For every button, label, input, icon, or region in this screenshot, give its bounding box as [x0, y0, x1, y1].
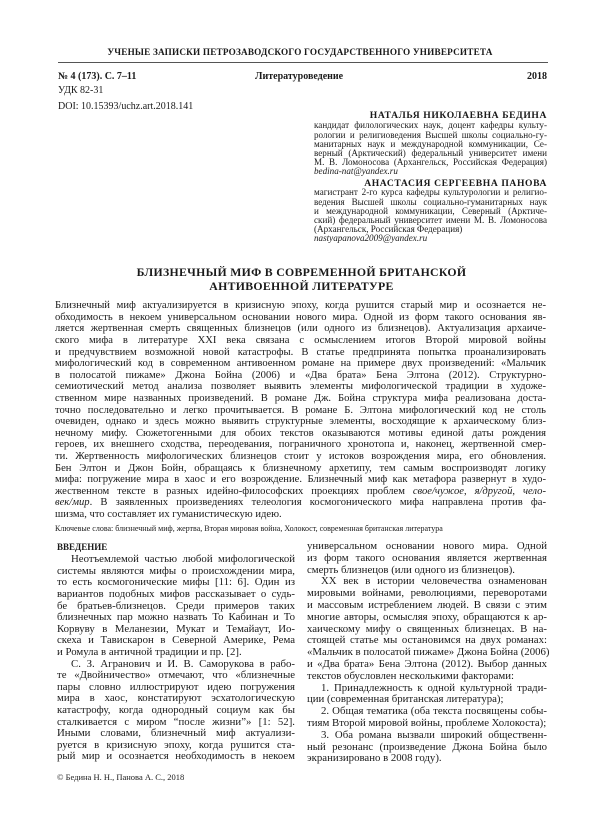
- text-line: 2. Общая тематика (оба текста посвящены собы-: [321, 705, 547, 718]
- text-line: точно последовательно и легко прочитывается. В романе Б. Элтона мифологический код не столь: [55, 404, 546, 416]
- text-line: рологии и религиоведения Высшей школы социально-гу-: [314, 129, 547, 140]
- italic-term: я/другой: [474, 485, 513, 497]
- copyright-notice: © Бедина Н. Н., Панова А. С., 2018: [57, 772, 185, 782]
- author-affiliation: [314, 121, 547, 176]
- keywords: Ключевые слова: близнечный миф, жертва, Вторая мировая война, Холокост, современная британская литература: [55, 524, 443, 533]
- body-column-left: [57, 554, 295, 763]
- text-line: XX век в истории человечества ознаменован: [321, 575, 547, 588]
- text-segment: ,: [512, 485, 523, 497]
- text-line: Неотъемлемой частью любой мифологической: [71, 553, 295, 566]
- text-line: рый мир и осознается необходимость в некоем: [57, 750, 295, 763]
- italic-term: чело-: [522, 485, 547, 497]
- text-line: очевиден, однако и здесь можно выявить структурные элементы, восходящие к архаическому близ-: [55, 416, 546, 428]
- text-line: мифа: погружение мира в хаос и его возрождение. Близнечный миф как метафора развернут в худо-: [55, 474, 546, 486]
- body-column-right: [307, 540, 550, 765]
- text-line: руется в кризисную эпоху, когда рушится ста-: [57, 738, 295, 751]
- author-name: АНАСТАСИЯ СЕРГЕЕВНА ПАНОВА: [364, 178, 547, 189]
- text-line: С. З. Агранович и И. В. Саморукова в рабо-: [71, 657, 295, 670]
- text-line: хаическому мифу о священных близнецах. В на-: [307, 622, 547, 635]
- issue-number: № 4 (173). С. 7–11: [58, 71, 137, 82]
- author-email: nastyapanova2009@yandex.ru: [314, 233, 428, 244]
- text-line: (Архангельск, Российская Федерация): [314, 224, 463, 235]
- text-line: системы являются мифы о происхождении мира,: [57, 564, 295, 577]
- text-line: катастрофу, когда однородный социум как бы: [57, 703, 295, 716]
- italic-term: век/мир: [55, 497, 90, 509]
- text-line: Близнечный миф актуализируется в кризисную эпоху, когда рушится старый мир и осознается не-: [55, 300, 546, 312]
- text-line: и Ромула в античной традиции и пр. [2].: [57, 645, 242, 658]
- text-line: ный резонанс (произведение Джона Бойна было: [307, 740, 547, 753]
- text-line: кандидат филологических наук, доцент кафедры культу-: [314, 120, 547, 131]
- text-line: мира в хаос, констатируют эсхатологическую: [57, 692, 295, 705]
- text-line: и «Два брата» Бена Элтона (2012). Выбор данных: [307, 658, 547, 671]
- text-line: героев, их внешнего сходства, переодевания, пограничного хронотопа и, наконец, жертвенной смер-: [55, 439, 546, 451]
- text-line: ский) федеральный университет имени М. В. Ломоносова: [314, 215, 547, 225]
- text-line: магистрант 2-го курса кафедры культурологии и религио-: [314, 187, 547, 198]
- text-line: Иными словами, близнечный миф актуализи-: [57, 727, 295, 740]
- text-line: манитарных наук и международной коммуникации, Се-: [314, 138, 547, 149]
- journal-title: УЧЕНЫЕ ЗАПИСКИ ПЕТРОЗАВОДСКОГО ГОСУДАРСТВЕННОГО УНИВЕРСИТЕТА: [107, 47, 493, 57]
- text-line: ведения Высшей школы социально-гуманитарных наук: [314, 196, 547, 207]
- text-line: те «Двойничество» отмечают, что «близнечные: [57, 669, 295, 682]
- text-line: семиотический метод анализа позволяет выявить элементы мифологической традиции в художе-: [55, 381, 546, 393]
- text-line: М. В. Ломоносова (Архангельск, Российская Федерация): [314, 157, 547, 168]
- text-line: [55, 497, 546, 509]
- text-line: шизма, что составляет их гуманистическую идею.: [55, 508, 282, 520]
- text-line: сталкивается с миром “после жизни”» [1: 52].: [57, 715, 295, 728]
- author-email: bedina-nat@yandex.ru: [314, 166, 398, 177]
- text-line: мировыми войнами, революциями, переворотами: [307, 587, 547, 600]
- header-divider: [58, 62, 548, 63]
- text-line: 3. Оба романа вызвали широкий общественн-: [321, 728, 547, 741]
- article-title-line: БЛИЗНЕЧНЫЙ МИФ В СОВРЕМЕННОЙ БРИТАНСКОЙ: [136, 265, 467, 279]
- text-line: то есть космогонические мифы [11: 6]. Один из: [57, 576, 295, 589]
- author-name: НАТАЛЬЯ НИКОЛАЕВНА БЕДИНА: [369, 110, 547, 121]
- text-line: и предчувствием возможной новой катастрофы. В статье предпринята попытка проанализировать: [55, 346, 546, 358]
- text-line: универсальном основании нового мира. Одной: [307, 540, 547, 553]
- section-name: Литературоведение: [255, 71, 344, 82]
- text-line: мифологический код в современном антивоенном романе на примере двух произведений: «Мальчик: [55, 358, 546, 370]
- text-line: ции (современная британская литература);: [307, 693, 504, 706]
- text-line: текстов обусловлен несколькими факторами:: [307, 669, 515, 682]
- section-heading-introduction: ВВЕДЕНИЕ: [57, 542, 108, 552]
- text-line: верный (Арктический) федеральный университет имени: [314, 148, 547, 158]
- text-line: близнечных пар можно назвать То Кабинан и То: [57, 611, 295, 624]
- text-line: обходимость в некоем универсальном основании нового мира. Одной из форм такого основания яв-: [55, 311, 546, 323]
- text-segment: . В заявленных произведениях телеология космогонического мифа направлена против фа-: [89, 497, 546, 509]
- text-line: 1. Принадлежность к одной культурной тради-: [321, 681, 547, 694]
- text-line: ти. Жертвенность мифологических близнецов стоит у истоков возрождения мира, его обновления.: [55, 450, 546, 462]
- text-line: ственном мире названных произведений. В романе Дж. Бойна структура мифа реализована доста-: [55, 392, 546, 404]
- text-line: [55, 486, 546, 498]
- text-line: в полосатой пижаме» Джона Бойна (2006) и «Два брата» Бена Элтона (2012). Структурно-: [55, 369, 546, 381]
- text-line: смерть близнецов (или одного из близнецов).: [307, 563, 516, 576]
- text-line: пары словно иллюстрируют идею погружения: [57, 680, 295, 693]
- text-line: нечному мифу. Сюжетогенными для обоих текстов оказываются мотивы единой даты рождения: [55, 427, 546, 439]
- text-segment: ,: [464, 485, 475, 497]
- text-line: Бен Элтон и Джон Бойн, обращаясь к близнечному архетипу, тем самым воспроизводят логику: [55, 462, 546, 474]
- article-title-line: АНТИВОЕННОЙ ЛИТЕРАТУРЕ: [209, 279, 394, 293]
- text-line: вариантов подобных мифов рассказывает о судь-: [57, 587, 295, 600]
- text-line: ского мифа в литературе XXI века связана с осмыслением итогов Второй мировой войны: [55, 334, 546, 346]
- text-line: тиям Второй мировой войны, проблеме Холокоста);: [307, 717, 547, 730]
- text-line: ляется жертвенная смерть священных близнецов (или одного из близнецов). Актуализация архаиче-: [55, 323, 546, 335]
- text-segment: жественном тексте в разных идейно-философских проекциях проблем: [55, 485, 413, 497]
- text-line: многие авторы, осмысляя эпоху, обращаются к ар-: [307, 610, 547, 623]
- text-line: и массовым истреблением людей. В связи с этим: [307, 599, 547, 612]
- issue-year: 2018: [527, 71, 547, 82]
- text-line: стоящей статье мы остановимся на двух романах:: [307, 634, 547, 647]
- text-line: из форм такого основания является жертвенная: [307, 551, 547, 564]
- text-line: Корвуву в Меланезии, Мукат и Темайаут, Ио-: [57, 622, 295, 635]
- author-affiliation: [314, 188, 547, 243]
- text-line: «Мальчик в полосатой пижаме» Джона Бойна (2006): [307, 646, 550, 659]
- abstract: [55, 300, 546, 520]
- doi: DOI: 10.15393/uchz.art.2018.141: [58, 101, 194, 112]
- text-line: скеха и Тавискарон в Северной Америке, Рема: [57, 634, 295, 647]
- italic-term: свое/чужое: [412, 485, 465, 497]
- text-line: экранизировано в 2008 году).: [307, 752, 442, 765]
- text-line: бе братьев-близнецов. Среди примеров таких: [57, 599, 295, 612]
- article-title: [56, 265, 547, 293]
- udk-code: УДК 82-31: [58, 85, 104, 96]
- text-line: и международной коммуникации, Северный (Арктиче-: [314, 205, 547, 216]
